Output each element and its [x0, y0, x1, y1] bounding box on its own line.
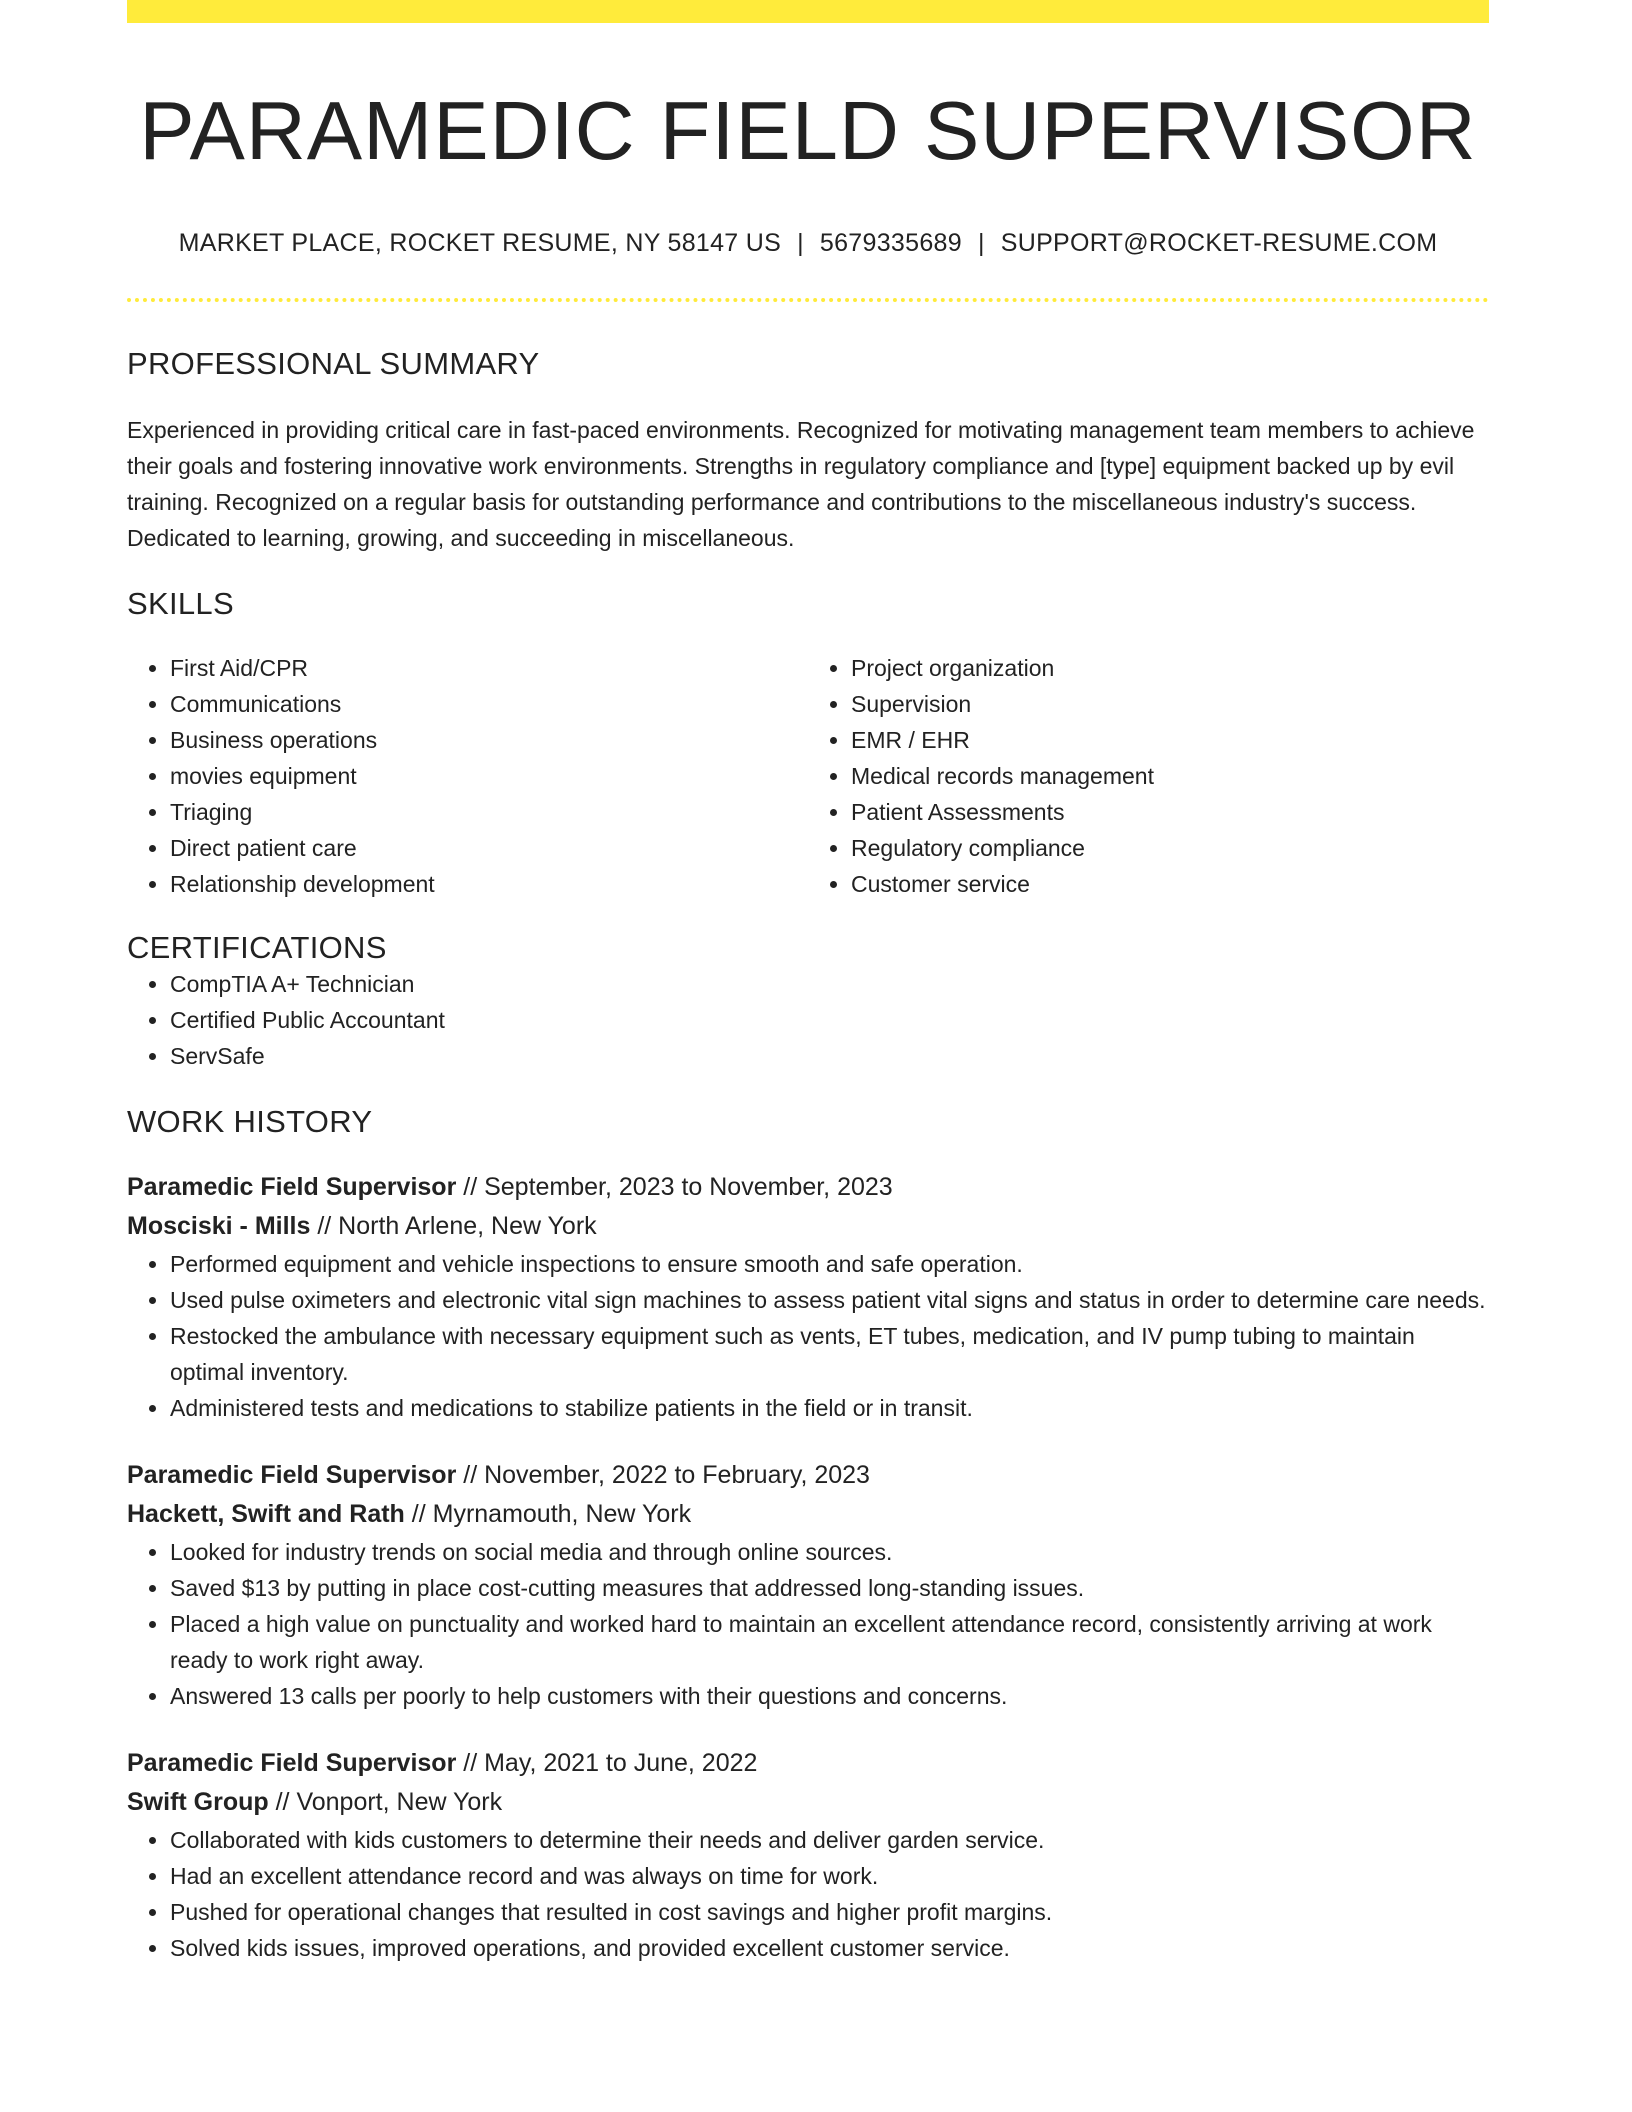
job-bullet: • Saved $13 by putting in place cost-cutting measures that addressed long-standing issues.	[170, 1570, 1489, 1606]
job-bullet: • Administered tests and medications to stabilize patients in the field or in transit.	[170, 1390, 1489, 1426]
job-bullet: • Answered 13 calls per poorly to help customers with their questions and concerns.	[170, 1678, 1489, 1714]
job-location: // Vonport, New York	[275, 1787, 503, 1816]
job-bullet: • Pushed for operational changes that resulted in cost savings and higher profit margins.	[170, 1894, 1489, 1930]
dotted-divider	[127, 298, 1489, 302]
job-location: // North Arlene, New York	[317, 1211, 597, 1240]
certification-item: • Certified Public Accountant	[170, 1002, 1489, 1038]
skill-item: • Project organization	[851, 650, 1489, 686]
job-company: Hackett, Swift and Rath	[127, 1499, 405, 1528]
summary-text: Experienced in providing critical care in fast-paced environments. Recognized for motivating management team members to achieve their goals and fostering innovative work environments. Strengths in regulatory compliance and [type] equipment backed up by evil training. Recognized on a regular basis for outstanding performance and contributions to the miscellaneous industry's success. Dedicated to learning, growing, and succeeding in miscellaneous.	[127, 416, 1475, 551]
skill-item: • movies equipment	[170, 758, 808, 794]
skill-item: • Triaging	[170, 794, 808, 830]
job-company-line	[127, 1495, 1489, 1534]
skill-item: • EMR / EHR	[851, 722, 1489, 758]
skills-list-left	[127, 650, 808, 902]
skill-item: • Patient Assessments	[851, 794, 1489, 830]
job-bullets	[127, 1822, 1489, 1966]
skill-item: • Medical records management	[851, 758, 1489, 794]
certification-item: • CompTIA A+ Technician	[170, 966, 1489, 1002]
job-bullet: • Looked for industry trends on social media and through online sources.	[170, 1534, 1489, 1570]
skill-item: • Communications	[170, 686, 808, 722]
job-bullet: • Placed a high value on punctuality and worked hard to maintain an excellent attendance record, consistently arriving at work ready to work right away.	[170, 1606, 1489, 1678]
resume-page	[127, 0, 1489, 1966]
skill-item: • Customer service	[851, 866, 1489, 902]
contact-email: SUPPORT@ROCKET-RESUME.COM	[1000, 228, 1438, 257]
job-bullet: • Performed equipment and vehicle inspections to ensure smooth and safe operation.	[170, 1246, 1489, 1282]
job-company-line	[127, 1783, 1489, 1822]
certifications-heading: CERTIFICATIONS	[127, 929, 387, 965]
contact-line	[127, 229, 1489, 258]
job-bullet: • Collaborated with kids customers to determine their needs and deliver garden service.	[170, 1822, 1489, 1858]
job-dates: // May, 2021 to June, 2022	[463, 1748, 758, 1777]
skill-item: • First Aid/CPR	[170, 650, 808, 686]
job-entry	[127, 1744, 1489, 1966]
job-bullet: • Solved kids issues, improved operations, and provided excellent customer service.	[170, 1930, 1489, 1966]
job-role: Paramedic Field Supervisor	[127, 1748, 457, 1777]
job-bullet: • Had an excellent attendance record and was always on time for work.	[170, 1858, 1489, 1894]
skill-item: • Relationship development	[170, 866, 808, 902]
skill-item: • Direct patient care	[170, 830, 808, 866]
skill-item: • Regulatory compliance	[851, 830, 1489, 866]
candidate-name: PARAMEDIC FIELD SUPERVISOR	[139, 84, 1477, 177]
job-bullet: • Restocked the ambulance with necessary equipment such as vents, ET tubes, medication, and IV pump tubing to maintain optimal inventory.	[170, 1318, 1489, 1390]
job-dates: // November, 2022 to February, 2023	[463, 1460, 870, 1489]
job-title-line	[127, 1168, 1489, 1207]
job-bullets	[127, 1534, 1489, 1714]
certification-item: • ServSafe	[170, 1038, 1489, 1074]
skills-heading: SKILLS	[127, 585, 234, 621]
skills-list-right	[808, 650, 1489, 902]
job-title-line	[127, 1744, 1489, 1783]
contact-separator: |	[797, 228, 804, 257]
job-company-line	[127, 1207, 1489, 1246]
summary-heading: PROFESSIONAL SUMMARY	[127, 345, 540, 381]
job-title-line	[127, 1456, 1489, 1495]
contact-address: MARKET PLACE, ROCKET RESUME, NY 58147 US	[178, 228, 782, 257]
certifications-list	[127, 966, 1489, 1074]
job-dates: // September, 2023 to November, 2023	[463, 1172, 893, 1201]
job-role: Paramedic Field Supervisor	[127, 1172, 457, 1201]
job-entry	[127, 1456, 1489, 1714]
job-bullet: • Used pulse oximeters and electronic vital sign machines to assess patient vital signs and status in order to determine care needs.	[170, 1282, 1489, 1318]
job-role: Paramedic Field Supervisor	[127, 1460, 457, 1489]
skill-item: • Supervision	[851, 686, 1489, 722]
accent-top-bar	[127, 0, 1489, 23]
contact-separator: |	[977, 228, 985, 257]
work-history-heading: WORK HISTORY	[127, 1103, 373, 1139]
job-entry	[127, 1168, 1489, 1426]
job-bullets	[127, 1246, 1489, 1426]
job-company: Swift Group	[127, 1787, 269, 1816]
job-location: // Myrnamouth, New York	[411, 1499, 692, 1528]
skill-item: • Business operations	[170, 722, 808, 758]
skills-grid	[127, 650, 1489, 902]
job-company: Mosciski - Mills	[127, 1211, 311, 1240]
contact-phone: 5679335689	[819, 228, 962, 257]
